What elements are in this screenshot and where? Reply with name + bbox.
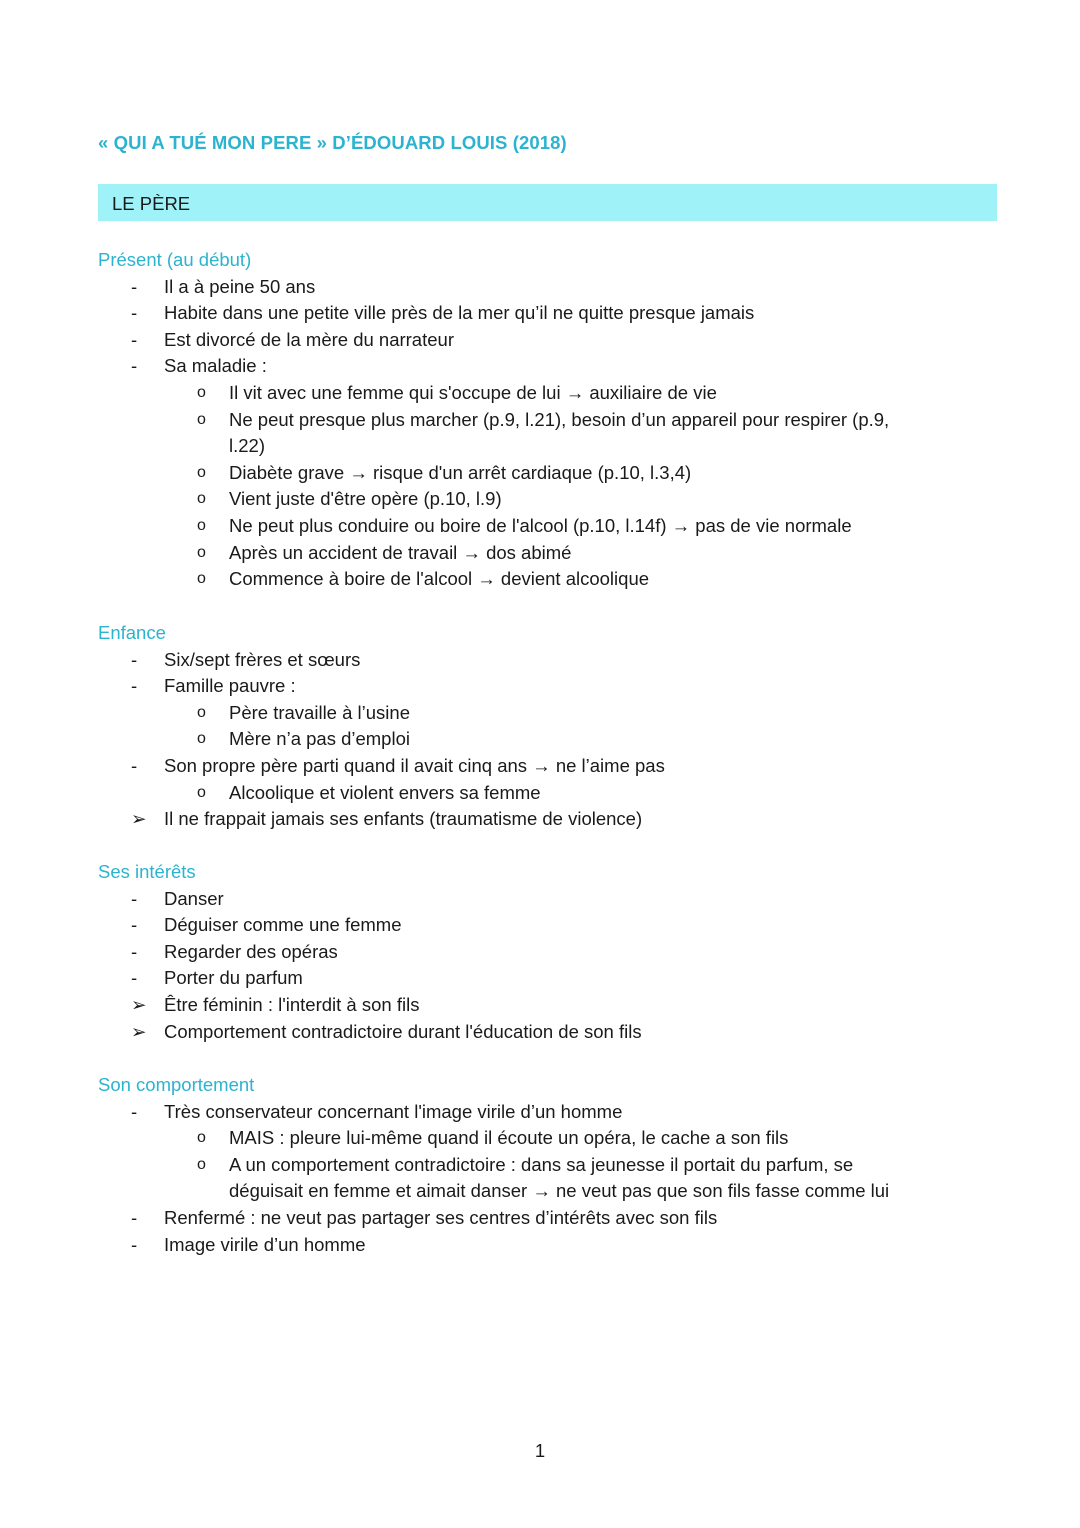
- sub-list-item: o Alcoolique et violent envers sa femme: [0, 780, 1080, 807]
- arrow-bullet-icon: ➢: [131, 993, 147, 1015]
- sub-list-item: o Il vit avec une femme qui s'occupe de lui → auxiliaire de vie: [0, 380, 1080, 407]
- dash-marker: -: [131, 754, 138, 776]
- circle-bullet-icon: o: [197, 1129, 206, 1147]
- sub-list-item: o Commence à boire de l'alcool → devient alcoolique: [0, 566, 1080, 593]
- dash-marker: -: [131, 940, 138, 962]
- circle-bullet-icon: o: [197, 730, 206, 748]
- list-item: - Sa maladie :: [0, 353, 1080, 380]
- dash-marker: -: [131, 1206, 138, 1228]
- dash-marker: -: [131, 675, 138, 697]
- circle-bullet-icon: o: [197, 410, 206, 428]
- arrow-bullet-icon: ➢: [131, 808, 147, 830]
- list-item: - Famille pauvre :: [0, 673, 1080, 700]
- dash-marker: -: [131, 1100, 138, 1122]
- sub-list-item: o Ne peut presque plus marcher (p.9, l.21), besoin d’un appareil pour respirer (p.9,: [0, 407, 1080, 434]
- circle-bullet-icon: o: [197, 543, 206, 561]
- sub-list-item: o Diabète grave → risque d'un arrêt cardiaque (p.10, l.3,4): [0, 460, 1080, 487]
- section-heading: Présent (au début): [98, 249, 252, 270]
- circle-bullet-icon: o: [197, 703, 206, 721]
- dash-marker: -: [131, 275, 138, 297]
- sub-list-item: o A un comportement contradictoire : dans sa jeunesse il portait du parfum, se: [0, 1152, 1080, 1179]
- section-band: [98, 184, 997, 221]
- circle-bullet-icon: o: [197, 570, 206, 588]
- list-item: - Image virile d’un homme: [0, 1232, 1080, 1259]
- dash-marker: -: [131, 302, 138, 324]
- section-heading: Son comportement: [98, 1074, 255, 1095]
- list-item: - Danser: [0, 886, 1080, 913]
- dash-marker: -: [131, 1233, 138, 1255]
- dash-marker: -: [131, 914, 138, 936]
- sub-list-item: o Vient juste d'être opère (p.10, l.9): [0, 486, 1080, 513]
- circle-bullet-icon: o: [197, 463, 206, 481]
- dash-marker: -: [131, 648, 138, 670]
- sub-list-item-continuation: l.22): [229, 435, 265, 457]
- circle-bullet-icon: o: [197, 516, 206, 534]
- list-item: - Déguiser comme une femme: [0, 912, 1080, 939]
- document-title: « QUI A TUÉ MON PERE » D’ÉDOUARD LOUIS (2018): [98, 132, 567, 153]
- arrow-bullet-icon: ➢: [131, 1020, 147, 1042]
- dash-marker: -: [131, 355, 138, 377]
- circle-bullet-icon: o: [197, 783, 206, 801]
- arrow-list-item: ➢ Comportement contradictoire durant l'éducation de son fils: [0, 1019, 1080, 1046]
- dash-marker: -: [131, 887, 138, 909]
- list-item: - Porter du parfum: [0, 965, 1080, 992]
- circle-bullet-icon: o: [197, 1155, 206, 1173]
- section-band-label: LE PÈRE: [112, 193, 191, 214]
- sub-list-item: o Mère n’a pas d’emploi: [0, 726, 1080, 753]
- list-item: - Regarder des opéras: [0, 939, 1080, 966]
- list-item: - Est divorcé de la mère du narrateur: [0, 327, 1080, 354]
- section-heading: Ses intérêts: [98, 861, 196, 882]
- list-item: - Son propre père parti quand il avait cinq ans → ne l’aime pas: [0, 753, 1080, 780]
- sub-list-item: o MAIS : pleure lui-même quand il écoute un opéra, le cache a son fils: [0, 1125, 1080, 1152]
- arrow-list-item: ➢ Il ne frappait jamais ses enfants (traumatisme de violence): [0, 806, 1080, 833]
- list-item: - Six/sept frères et sœurs: [0, 647, 1080, 674]
- list-item: - Très conservateur concernant l'image virile d’un homme: [0, 1099, 1080, 1126]
- sub-list-item: o Après un accident de travail → dos abimé: [0, 540, 1080, 567]
- list-item: - Renfermé : ne veut pas partager ses centres d’intérêts avec son fils: [0, 1205, 1080, 1232]
- list-item: - Il a à peine 50 ans: [0, 274, 1080, 301]
- sub-list-item: o Ne peut plus conduire ou boire de l'alcool (p.10, l.14f) → pas de vie normale: [0, 513, 1080, 540]
- sub-list-item: o Père travaille à l’usine: [0, 700, 1080, 727]
- dash-marker: -: [131, 967, 138, 989]
- circle-bullet-icon: o: [197, 490, 206, 508]
- dash-marker: -: [131, 328, 138, 350]
- arrow-list-item: ➢ Être féminin : l'interdit à son fils: [0, 992, 1080, 1019]
- page-number: 1: [534, 1440, 546, 1461]
- sub-list-item-continuation: déguisait en femme et aimait danser → ne veut pas que son fils fasse comme lui: [229, 1180, 890, 1202]
- circle-bullet-icon: o: [197, 383, 206, 401]
- section-heading: Enfance: [98, 622, 166, 643]
- list-item: - Habite dans une petite ville près de la mer qu’il ne quitte presque jamais: [0, 300, 1080, 327]
